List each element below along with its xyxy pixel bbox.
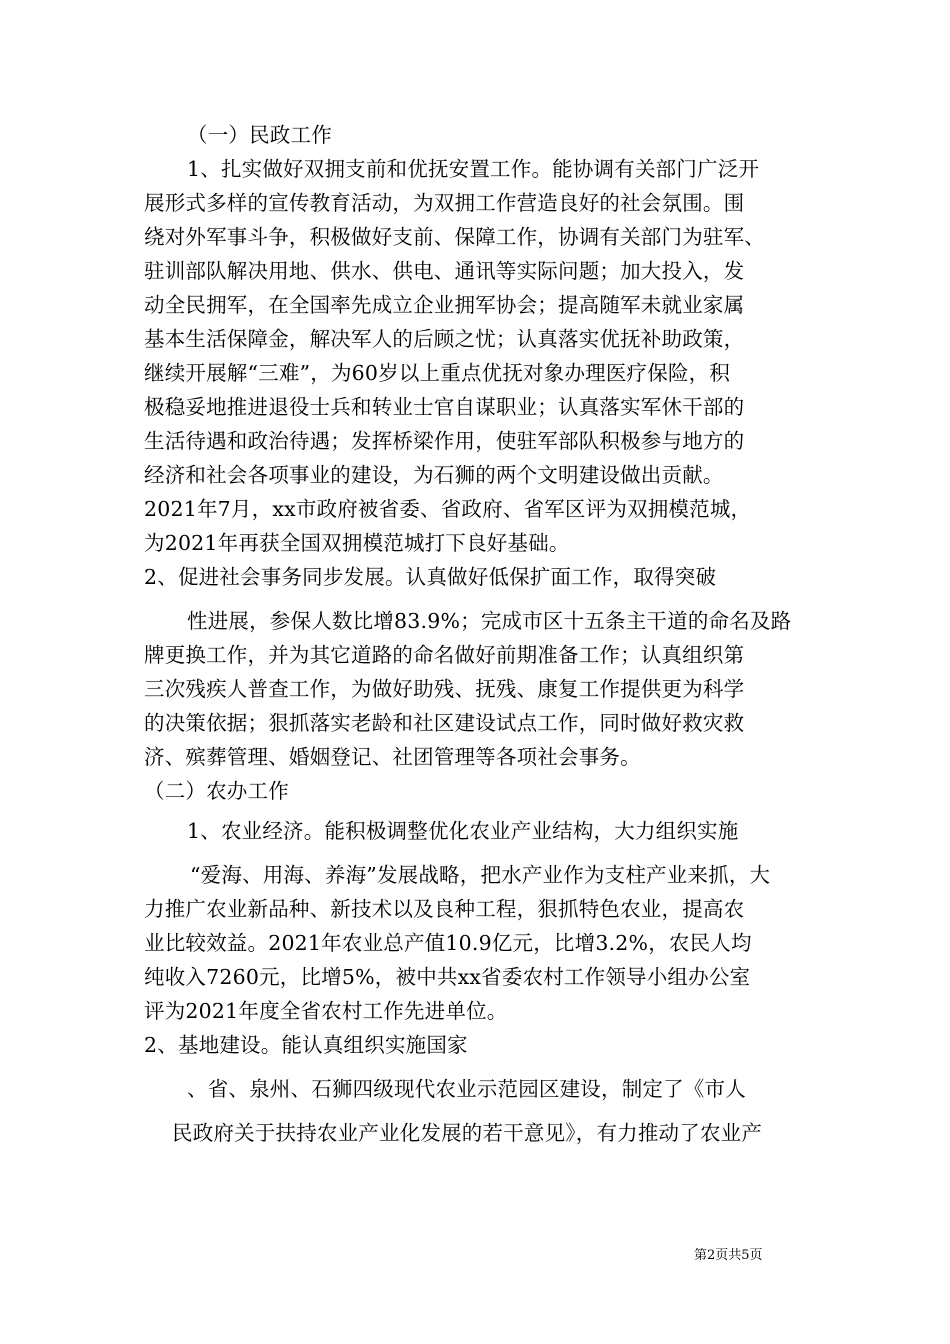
- page-number: 第2页共5页: [694, 1248, 763, 1263]
- text-line: 力推广农业新品种、新技术以及良种工程，狠抓特色农业，提高农: [144, 897, 745, 921]
- text-line: 生活待遇和政治待遇；发挥桥梁作用，使驻军部队积极参与地方的: [144, 429, 745, 453]
- text-line: 、省、泉州、石狮四级现代农业示范园区建设，制定了《市人: [187, 1077, 746, 1101]
- text-line: 展形式多样的宣传教育活动，为双拥工作营造良好的社会氛围。围: [144, 191, 745, 215]
- text-line: 2021年7月，xx市政府被省委、省政府、省军区评为双拥模范城，: [144, 497, 752, 521]
- text-line: “爱海、用海、养海”发展战略，把水产业作为支柱产业来抓，大: [190, 863, 771, 887]
- text-line: 民政府关于扶持农业产业化发展的若干意见》，有力推动了农业产: [172, 1121, 763, 1145]
- text-line: 纯收入7260元，比增5%，被中共xx省委农村工作领导小组办公室: [144, 965, 751, 989]
- text-line: 性进展，参保人数比增83.9%；完成市区十五条主干道的命名及路: [187, 609, 792, 633]
- text-line: 基本生活保障金，解决军人的后顾之忧；认真落实优抚补助政策，: [144, 327, 745, 351]
- text-line: 的决策依据；狠抓落实老龄和社区建设试点工作，同时做好救灾救: [144, 711, 745, 735]
- text-line: 继续开展解“三难”，为60岁以上重点优抚对象办理医疗保险，积: [144, 361, 731, 385]
- text-line: 三次残疾人普查工作，为做好助残、抚残、康复工作提供更为科学: [144, 677, 745, 701]
- text-line: 牌更换工作，并为其它道路的命名做好前期准备工作；认真组织第: [144, 643, 745, 667]
- text-line: 1、农业经济。能积极调整优化农业产业结构，大力组织实施: [187, 819, 739, 843]
- text-line: 业比较效益。2021年农业总产值10.9亿元，比增3.2%，农民人均: [144, 931, 752, 955]
- text-line: 动全民拥军，在全国率先成立企业拥军协会；提高随军未就业家属: [144, 293, 745, 317]
- text-line: （一）民政工作: [187, 123, 332, 147]
- text-line: 绕对外军事斗争，积极做好支前、保障工作，协调有关部门为驻军、: [144, 225, 765, 249]
- text-line: 评为2021年度全省农村工作先进单位。: [144, 999, 508, 1023]
- text-line: 2、基地建设。能认真组织实施国家: [144, 1033, 468, 1057]
- text-line: 2、促进社会事务同步发展。认真做好低保扩面工作，取得突破: [144, 565, 717, 589]
- text-line: 驻训部队解决用地、供水、供电、通讯等实际问题；加大投入，发: [144, 259, 745, 283]
- text-line: 经济和社会各项事业的建设，为石狮的两个文明建设做出贡献。: [144, 463, 724, 487]
- text-line: 极稳妥地推进退役士兵和转业士官自谋职业；认真落实军休干部的: [144, 395, 745, 419]
- text-line: 1、扎实做好双拥支前和优抚安置工作。能协调有关部门广泛开: [187, 157, 760, 181]
- text-line: 为2021年再获全国双拥模范城打下良好基础。: [144, 531, 570, 555]
- text-line: [0, 1149, 950, 1185]
- text-line: 济、殡葬管理、婚姻登记、社团管理等各项社会事务。: [144, 745, 641, 769]
- text-line: （二）农办工作: [144, 779, 289, 803]
